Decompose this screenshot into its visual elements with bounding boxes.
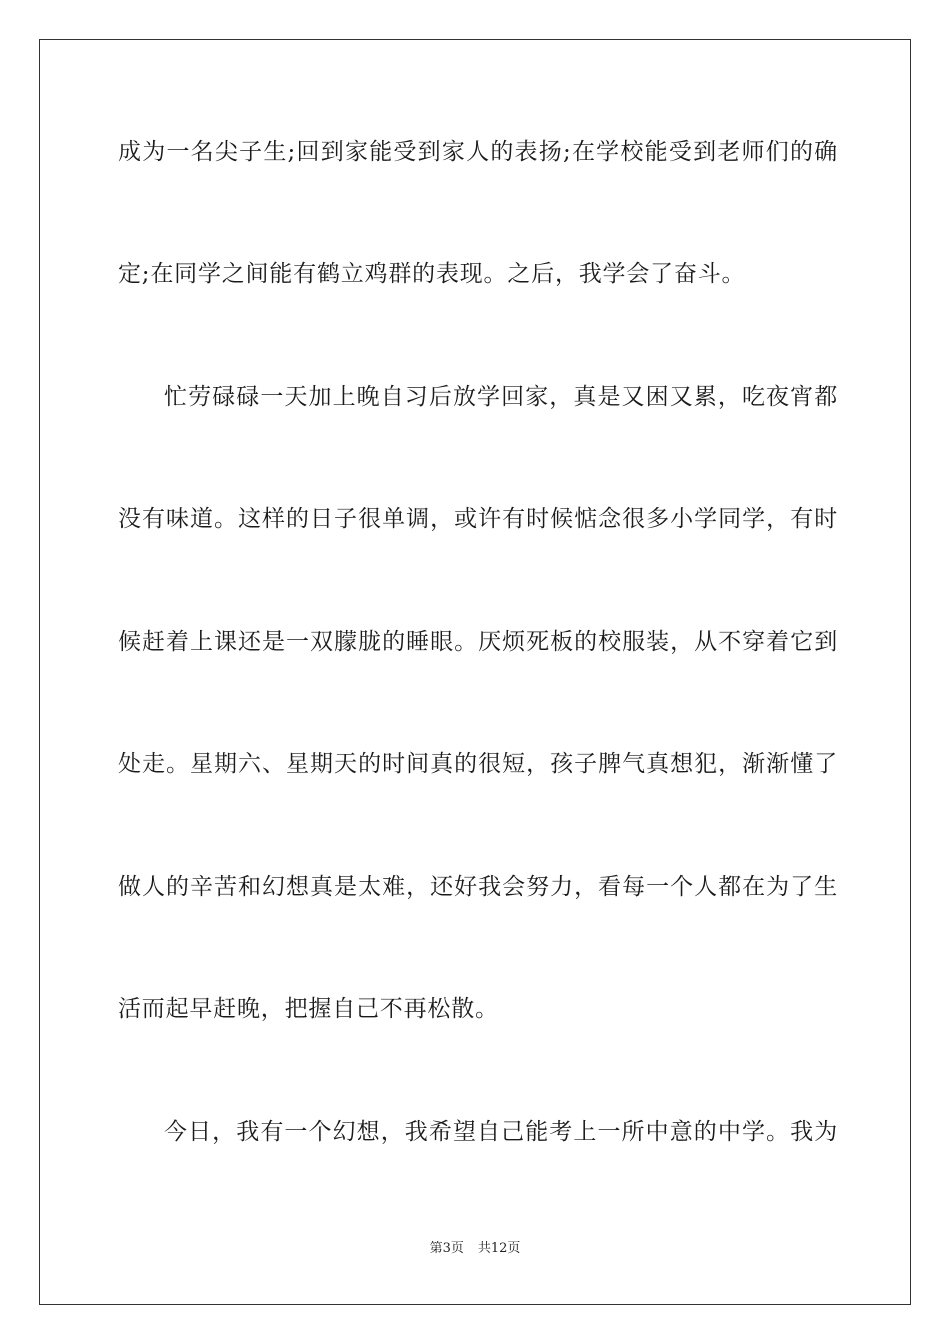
text-line: 没有味道。这样的日子很单调，或许有时候惦念很多小学同学，有时 [118, 506, 838, 532]
page-total: 共12页 [477, 1241, 521, 1256]
page-footer [0, 1240, 950, 1258]
text-line: 定;在同学之间能有鹤立鸡群的表现。之后，我学会了奋斗。 [118, 261, 746, 287]
page-number: 第3页 [429, 1241, 464, 1256]
text-line: 处走。星期六、星期天的时间真的很短，孩子脾气真想犯，渐渐懂了 [118, 751, 838, 777]
text-line: 做人的辛苦和幻想真是太难，还好我会努力，看每一个人都在为了生 [118, 874, 838, 900]
text-line: 成为一名尖子生;回到家能受到家人的表扬;在学校能受到老师们的确 [118, 139, 838, 165]
paragraph-first-line: 忙劳碌碌一天加上晚自习后放学回家，真是又困又累，吃夜宵都 [164, 384, 838, 410]
text-line: 候赶着上课还是一双朦胧的睡眼。厌烦死板的校服装，从不穿着它到 [118, 629, 838, 655]
text-line: 活而起早赶晚，把握自己不再松散。 [118, 996, 499, 1022]
paragraph-first-line: 今日，我有一个幻想，我希望自己能考上一所中意的中学。我为 [164, 1119, 838, 1145]
